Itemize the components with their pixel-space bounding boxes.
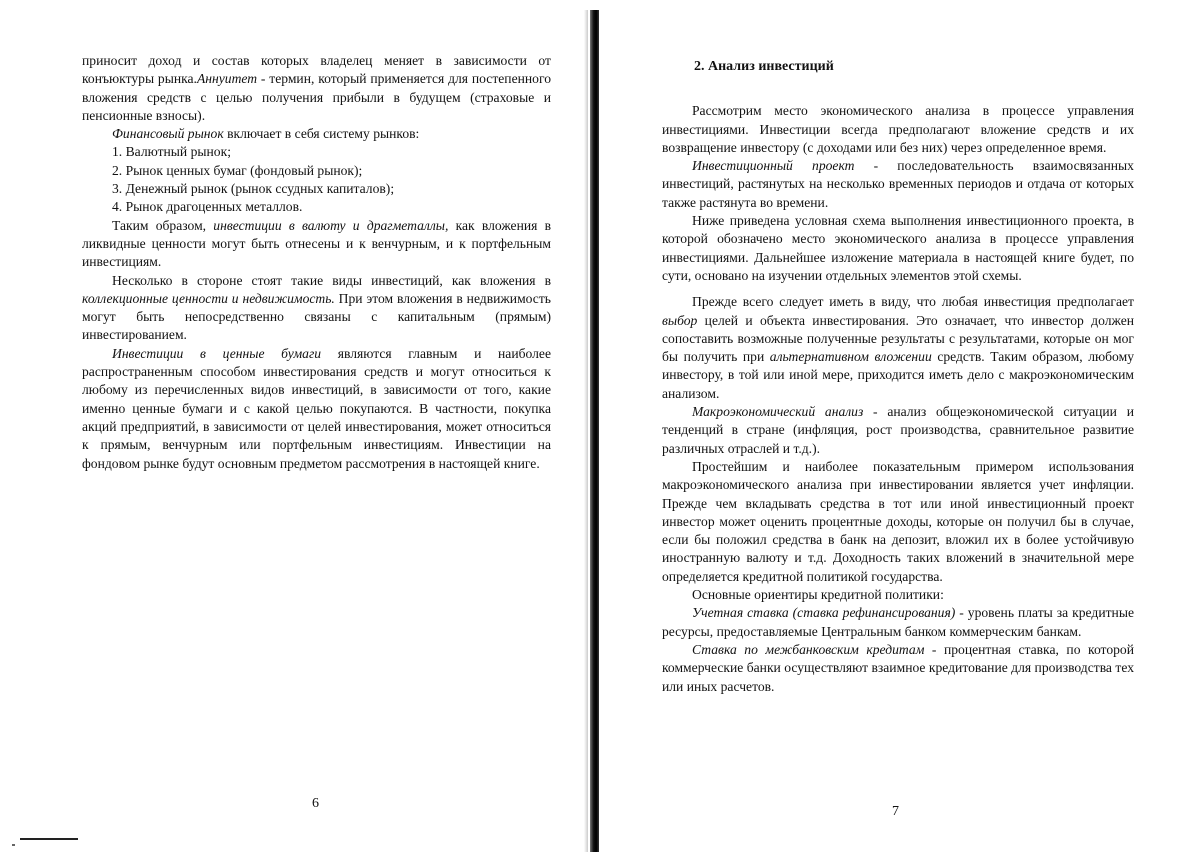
left-page	[0, 0, 590, 864]
text-segment: - уровень платы за кредитные ресурсы, предоставляемые Центральным банком коммерческим банкам.	[662, 605, 1134, 639]
paragraph	[662, 157, 1134, 212]
scan-mark	[20, 838, 78, 840]
italic-term: Макроэкономический анализ	[692, 404, 864, 420]
paragraph	[82, 125, 551, 143]
book-spine-edge	[584, 10, 588, 852]
text-segment: приносит доход и состав которых владелец меняет в зависимости от конъюктуры рынка.	[82, 53, 551, 87]
right-page-paragraphs	[662, 102, 1134, 696]
text-segment: Прежде всего следует иметь в виду, что любая инвестиция предполагает	[692, 294, 1134, 310]
text-segment: средств. Таким образом, любому инвестору, в той или иной мере, приходится иметь дело с макроэкономическим анализом.	[662, 349, 1134, 401]
text-segment: - анализ общеэкономической ситуации и тенденций в стране (инфляция, рост производства, сравнительное развитие различных отраслей и т.д.).	[662, 404, 1134, 456]
italic-term: выбор	[662, 312, 698, 328]
italic-term: Аннуитет	[196, 71, 258, 87]
paragraph	[82, 162, 551, 180]
paragraph	[82, 272, 551, 345]
text-segment: 1. Валютный рынок;	[112, 144, 231, 160]
paragraph	[82, 217, 551, 272]
page-number-right: 7	[892, 804, 899, 819]
section-heading: 2. Анализ инвестиций	[694, 59, 834, 74]
text-segment: включает в себя систему рынков:	[223, 126, 420, 142]
italic-term: инвестиции в валюту и драгметаллы,	[213, 217, 449, 233]
right-page-text	[662, 58, 1134, 696]
text-segment: 2. Рынок ценных бумаг (фондовый рынок);	[112, 162, 363, 178]
italic-term: Ставка по межбанковским кредитам	[692, 641, 925, 657]
italic-term: Инвестиции в ценные бумаги	[112, 345, 322, 361]
text-segment: - последовательность взаимосвязанных инвестиций, растянутых на несколько временных периодов и отдача от которых также растянута во времени.	[662, 158, 1134, 210]
paragraph	[662, 604, 1134, 641]
paragraph	[82, 345, 551, 473]
paragraph	[662, 212, 1134, 285]
paragraph	[662, 458, 1134, 586]
text-segment: - термин, который применяется для постепенного вложения средств с целью получения прибыли в будущем (страховые и пенсионные взносы).	[82, 71, 551, 123]
text-segment: При этом вложения в недвижимость могут быть непосредственно связаны с капитальным (прямым) инвестированием.	[82, 290, 551, 343]
text-segment: Ниже приведена условная схема выполнения инвестиционного проекта, в которой обозначено место экономического анализа в процессе управления инвестициями. Дальнейшее изложение материала в настоящей книге будет, по сути, основано на изучении отдельных элементов этой схемы.	[662, 213, 1134, 283]
paragraph	[82, 180, 551, 198]
text-segment: Рассмотрим место экономического анализа в процессе управления инвестициями. Инвестиции всегда предполагают вложение средств и их возвращение инвестору (с доходами или без них) через определенное время.	[662, 103, 1134, 155]
italic-term: Финансовый рынок	[112, 126, 224, 142]
scan-dot	[12, 844, 15, 846]
paragraph	[662, 586, 1134, 604]
page-number-left: 6	[312, 796, 319, 811]
text-segment: Простейшим и наиболее показательным примером использования макроэкономического анализа при инвестировании является учет инфляции. Прежде чем вкладывать средства в тот или иной инвестиционный проект инвестор может оценить процентные доходы, которые он получил бы в случае, если бы положил средства в банк на депозит, вложил их в более устойчивую иностранную валюту и т.д. Доходность таких вложений в значительной мере определяется кредитной политикой государства.	[662, 458, 1134, 584]
italic-term: Учетная ставка (ставка рефинансирования)	[692, 605, 956, 621]
paragraph	[662, 641, 1134, 696]
text-segment: Несколько в стороне стоят такие виды инвестиций, как вложения в	[112, 272, 551, 288]
text-segment: являются главным и наиболее распространенным способом инвестирования средств и могут относиться к любому из перечисленных видов инвестиций, в зависимости от того, какие именно ценные бумаги и с какой целью покупаются. В частности, покупка акций предприятий, в зависимости от целей инвестирования, может относиться к прямым, венчурным или портфельным инвестициям. Инвестиции на фондовом рынке будут основным предметом рассмотрения в настоящей книге.	[82, 345, 551, 471]
paragraph	[82, 143, 551, 161]
paragraph	[82, 52, 551, 125]
text-segment: 4. Рынок драгоценных металлов.	[112, 199, 303, 215]
paragraph	[662, 102, 1134, 157]
text-segment: Основные ориентиры кредитной политики:	[692, 587, 944, 603]
left-page-text	[82, 52, 551, 473]
paragraph	[662, 293, 1134, 403]
text-segment: 3. Денежный рынок (рынок ссудных капиталов);	[112, 181, 395, 197]
text-segment: как вложения в ликвидные ценности могут быть отнесены и к венчурным, и к портфельным инвестициям.	[82, 217, 552, 270]
book-spine	[590, 10, 599, 852]
italic-term: альтернативном вложении	[769, 349, 932, 365]
text-segment: целей и объекта инвестирования. Это означает, что инвестор должен сопоставить возможные полученные результаты с результатами, которые он мог бы получить при	[662, 312, 1134, 365]
text-segment: - процентная ставка, по которой коммерческие банки осуществляют взаимное кредитование для производства тех или иных расчетов.	[662, 641, 1134, 694]
text-segment: Таким образом,	[112, 217, 214, 233]
paragraph	[662, 403, 1134, 458]
italic-term: коллекционные ценности и недвижимость.	[82, 290, 335, 306]
italic-term: Инвестиционный проект	[692, 158, 855, 174]
paragraph	[82, 198, 551, 216]
